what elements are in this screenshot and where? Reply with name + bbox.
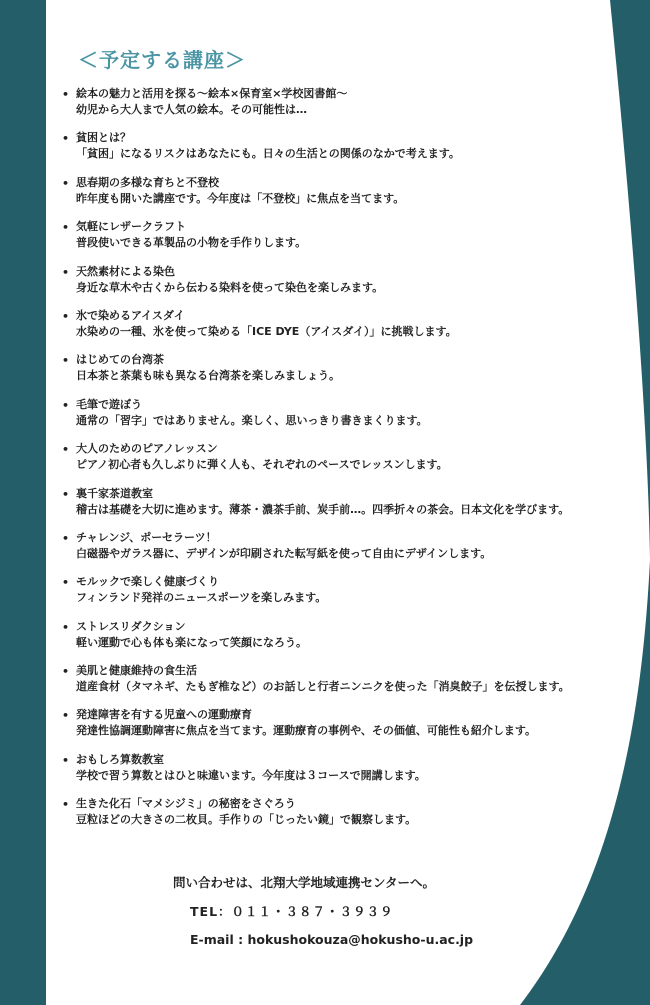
contact-email: E-mail : hokushokouza@hokusho-u.ac.jp (190, 932, 474, 947)
course-title: おもしろ算数教室 (76, 752, 164, 766)
course-item (64, 707, 639, 751)
course-title: チャレンジ、ポーセラーツ！ (76, 530, 217, 544)
bullet-icon: • (62, 443, 70, 457)
bullet-icon: • (62, 620, 70, 634)
course-item (64, 530, 639, 574)
course-item (64, 86, 639, 130)
course-item (64, 219, 639, 263)
course-title: 発達障害を有する児童への運動療育 (76, 708, 252, 722)
course-description: 昨年度も開いた講座です。今年度は「不登校」に焦点を当てます。 (76, 191, 405, 205)
course-description: 身近な草木や古くから伝わる染料を使って染色を楽しみます。 (76, 280, 384, 294)
bullet-icon: • (62, 132, 70, 146)
course-description: 道産食材（タマネギ、たもぎ椎など）のお話しと行者ニンニクを使った「消臭餃子」を伝授します。 (76, 680, 570, 694)
course-title: 貧困とは？ (76, 131, 131, 145)
course-item (64, 486, 639, 530)
bullet-icon: • (62, 531, 70, 545)
course-description: 水染めの一種、氷を使って染める「ICE DYE（アイスダイ）」に挑戦します。 (76, 324, 457, 338)
course-title: 生きた化石「マメシジミ」の秘密をさぐろう (76, 797, 296, 811)
course-title: 天然素材による染色 (76, 264, 175, 278)
bullet-icon: • (62, 487, 70, 501)
course-item (64, 663, 639, 707)
course-item (64, 308, 639, 352)
course-title: モルックで楽しく健康づくり (76, 575, 219, 589)
course-description: 豆粒ほどの大きさの二枚貝。手作りの「じったい鏡」で観察します。 (76, 813, 417, 827)
course-item (64, 175, 639, 219)
course-item (64, 752, 639, 796)
course-description: フィンランド発祥のニュースポーツを楽しみます。 (76, 591, 327, 605)
bullet-icon: • (62, 176, 70, 190)
course-description: 学校で習う算数とはひと味違います。今年度は３コースで開講します。 (76, 768, 426, 782)
course-description: 軽い運動で心も体も楽になって笑顔になろう。 (76, 635, 307, 649)
course-item (64, 619, 639, 663)
bullet-icon: • (62, 798, 70, 812)
course-title: 思春期の多様な育ちと不登校 (76, 175, 219, 189)
bullet-icon: • (62, 576, 70, 590)
bullet-icon: • (62, 88, 70, 101)
course-description: 幼児から大人まで人気の絵本。その可能性は… (76, 103, 307, 116)
course-title: はじめての台湾茶 (76, 353, 164, 367)
bullet-icon: • (62, 398, 70, 412)
bullet-icon: • (62, 221, 70, 235)
bullet-icon: • (62, 309, 70, 323)
course-item (64, 130, 639, 174)
bullet-icon: • (62, 753, 70, 767)
course-description: 「貧困」になるリスクはあなたにも。日々の生活との関係のなかで考えます。 (76, 147, 460, 161)
course-description: 発達性協調運動障害に焦点を当てます。運動療育の事例や、その価値、可能性も紹介します。 (76, 724, 537, 738)
bullet-icon: • (62, 354, 70, 368)
course-title: 気軽にレザークラフト (76, 220, 186, 234)
course-description: 普段使いできる革製品の小物を手作りします。 (76, 236, 307, 250)
course-item (64, 574, 639, 618)
course-title: 絵本の魅力と活用を探る～絵本×保育室×学校図書館～ (76, 87, 348, 100)
bullet-icon: • (62, 709, 70, 723)
course-list (64, 86, 639, 841)
course-title: 大人のためのピアノレッスン (76, 442, 218, 456)
course-description: 日本茶と茶葉も味も異なる台湾茶を楽しみましょう。 (76, 369, 340, 383)
course-description: ピアノ初心者も久しぶりに弾く人も、それぞれのペースでレッスンします。 (76, 458, 448, 472)
course-title: ストレスリダクション (76, 619, 186, 633)
course-title: 氷で染めるアイスダイ (76, 308, 185, 322)
course-description: 白磁器やガラス器に、デザインが印刷された転写紙を使って自由にデザインします。 (76, 546, 492, 560)
bullet-icon: • (62, 665, 70, 679)
course-title: 毛筆で遊ぼう (76, 397, 142, 411)
course-title: 裏千家茶道教室 (76, 486, 153, 500)
contact-tel: TEL：０１１・３８７・３９３９ (190, 904, 394, 919)
page-title: ＜予定する講座＞ (78, 48, 246, 72)
course-description: 通常の「習字」ではありません。楽しく、思いっきり書きまくります。 (76, 413, 428, 427)
course-description: 稽古は基礎を大切に進めます。薄茶・濃茶手前、炭手前…。四季折々の茶会。日本文化を学びます。 (76, 502, 570, 516)
course-title: 美肌と健康維持の食生活 (76, 664, 197, 678)
bullet-icon: • (62, 265, 70, 279)
course-item (64, 397, 639, 441)
course-item (64, 796, 639, 840)
course-item (64, 441, 639, 485)
contact-lead: 問い合わせは、北翔大学地域連携センターへ。 (173, 875, 436, 890)
course-item (64, 264, 639, 308)
course-item (64, 352, 639, 396)
